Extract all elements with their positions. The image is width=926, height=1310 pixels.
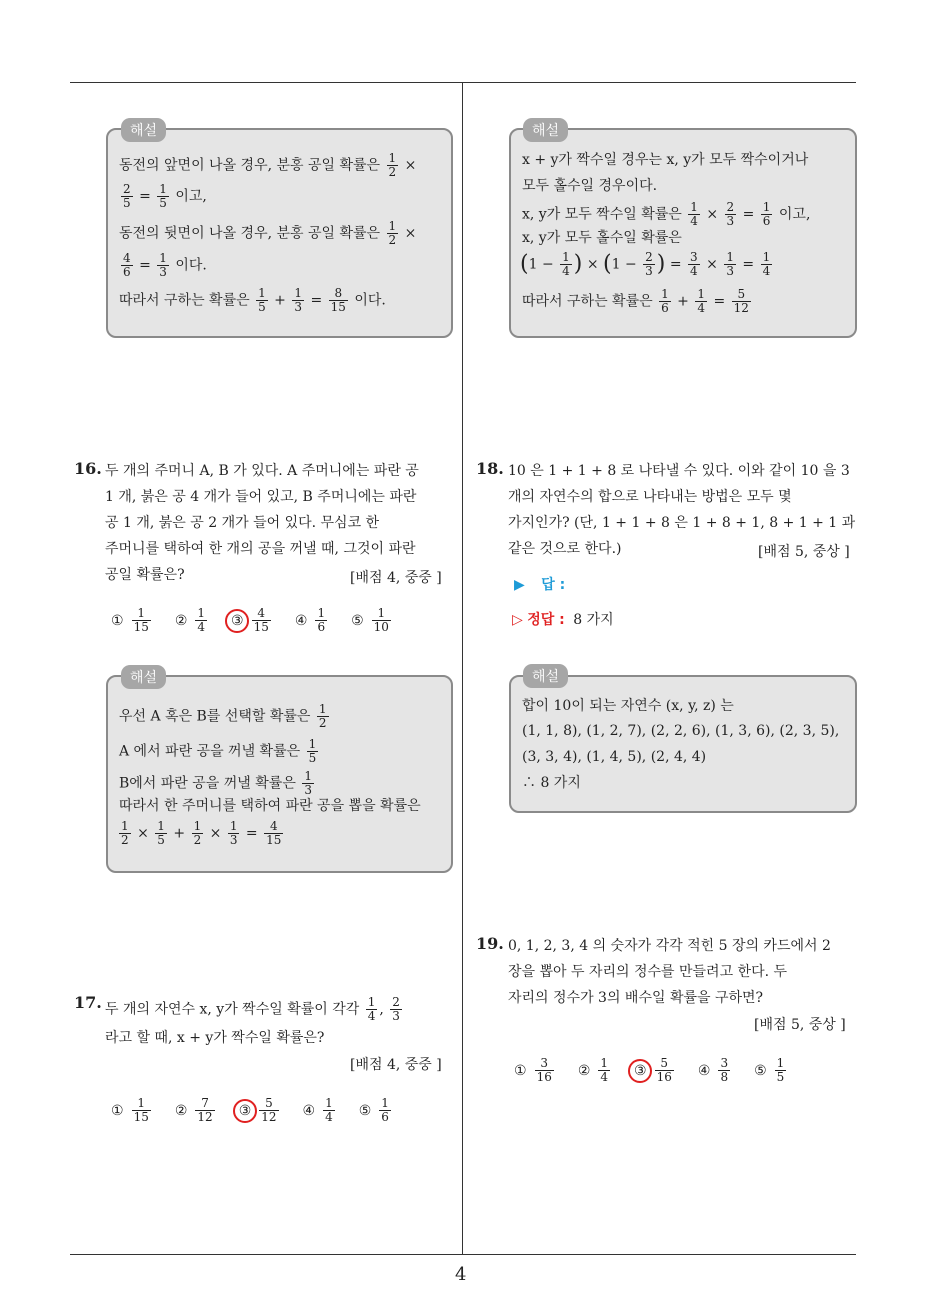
options-17	[111, 1097, 415, 1124]
solution-label: 해설	[121, 118, 166, 142]
solution-label: 해설	[523, 118, 568, 142]
question-text-18: 10 은 1 + 1 + 8 로 나타낼 수 있다. 이와 같이 10 을 3	[508, 463, 850, 479]
option-2[interactable]: ② $\frac{7}{12}$	[174, 1096, 213, 1124]
solution-line: $\frac{2}{5}$ = $\frac{1}{5}$ 이고,	[123, 182, 207, 210]
option-4[interactable]: ④ $\frac{1}{4}$	[302, 1096, 333, 1124]
answer-row	[514, 575, 565, 595]
question-text-16: 주머니를 택하여 한 개의 공을 꺼낼 때, 그것이 파란	[105, 541, 416, 557]
question-text-18: 같은 것으로 한다.)	[508, 541, 622, 557]
option-1[interactable]: ① $\frac{1}{15}$	[111, 606, 149, 634]
play-icon: ▶	[514, 577, 525, 593]
column-divider	[462, 83, 463, 1255]
solution-line: B에서 파란 공을 꺼낼 확률은 $\frac{1}{3}$	[119, 769, 312, 797]
correct-label: 정답 :	[527, 612, 565, 628]
solution-line: x, y가 모두 홀수일 확률은	[522, 230, 682, 246]
question-number-18: 18.	[476, 459, 504, 478]
correct-value: 8 가지	[573, 612, 614, 628]
solution-line: 동전의 앞면이 나올 경우, 분홍 공일 확률은 $\frac{1}{2}$ ×	[119, 151, 417, 179]
solution-line: ∴ 8 가지	[522, 775, 581, 791]
options-19	[514, 1057, 810, 1084]
question-text-19: 자리의 정수가 3의 배수일 확률을 구하면?	[508, 990, 764, 1006]
question-text-19: 0, 1, 2, 3, 4 의 숫자가 각각 적힌 5 장의 카드에서 2	[508, 938, 831, 954]
question-text-16: 두 개의 주머니 A, B 가 있다. A 주머니에는 파란 공	[105, 463, 419, 479]
solution-label: 해설	[523, 664, 568, 688]
question-meta-19: [배점 5, 중상 ]	[754, 1017, 846, 1033]
solution-line: 모두 홀수일 경우이다.	[522, 178, 658, 194]
solution-line: $\frac{4}{6}$ = $\frac{1}{3}$ 이다.	[123, 251, 207, 279]
question-text-18: 가지인가? (단, 1 + 1 + 8 은 1 + 8 + 1, 8 + 1 + 1 과	[508, 515, 856, 531]
solution-line: (1, 1, 8), (1, 2, 7), (2, 2, 6), (1, 3, 6), (2, 3, 5),	[522, 723, 840, 739]
solution-line: 우선 A 혹은 B를 선택할 확률은 $\frac{1}{2}$	[119, 702, 327, 730]
question-text-16: 공 1 개, 붉은 공 2 개가 들어 있다. 무심코 한	[105, 515, 380, 531]
page-number: 4	[455, 1264, 467, 1285]
question-text-16: 1 개, 붉은 공 4 개가 들어 있고, B 주머니에는 파란	[105, 489, 417, 505]
option-1[interactable]: ① $\frac{1}{15}$	[111, 1096, 149, 1124]
option-2[interactable]: ② $\frac{1}{4}$	[174, 606, 206, 634]
question-text-16: 공일 확률은?	[105, 567, 185, 583]
option-5[interactable]: ⑤ $\frac{1}{5}$	[754, 1056, 785, 1084]
solution-line: 동전의 뒷면이 나올 경우, 분홍 공일 확률은 $\frac{1}{2}$ ×	[119, 219, 417, 247]
option-3-selected[interactable]: ③ $\frac{5}{12}$	[239, 1097, 281, 1124]
correct-answer-row	[512, 610, 614, 630]
solution-line: x, y가 모두 짝수일 확률은 $\frac{1}{4}$ × $\frac{2}{3}$ = $\frac{1}{6}$ 이고,	[522, 200, 811, 228]
question-text-17: 라고 할 때, x + y가 짝수일 확률은?	[105, 1030, 325, 1046]
solution-line: (1 − $\frac{1}{4}$ ) × (1 − $\frac{2}{3}$ ) = $\frac{3}{4}$ × $\frac{1}{3}$ = $\frac{1}{4}$	[520, 250, 771, 278]
option-4[interactable]: ④ $\frac{1}{6}$	[294, 606, 326, 634]
question-text-17: 두 개의 자연수 x, y가 짝수일 확률이 각각 $\frac{1}{4}$ , $\frac{2}{3}$	[105, 995, 400, 1023]
answer-label: 답 :	[541, 577, 566, 593]
answer-circle	[225, 609, 249, 633]
option-5[interactable]: ⑤ $\frac{1}{6}$	[358, 1096, 389, 1124]
solution-line: $\frac{1}{2}$ × $\frac{1}{5}$ + $\frac{1}{2}$ × $\frac{1}{3}$ = $\frac{4}{15}$	[121, 819, 282, 847]
solution-line: 따라서 한 주머니를 택하여 파란 공을 뽑을 확률은	[119, 798, 421, 814]
option-4[interactable]: ④ $\frac{3}{8}$	[697, 1056, 729, 1084]
solution-line: x + y가 짝수일 경우는 x, y가 모두 짝수이거나	[522, 152, 809, 168]
question-number-19: 19.	[476, 934, 504, 953]
solution-line: 따라서 구하는 확률은 $\frac{1}{6}$ + $\frac{1}{4}$ = $\frac{5}{12}$	[522, 287, 749, 315]
solution-label: 해설	[121, 665, 166, 689]
outline-play-icon: ▷	[512, 612, 523, 628]
top-rule	[70, 82, 856, 83]
option-3-selected[interactable]: ③ $\frac{4}{15}$	[231, 607, 273, 634]
solution-line: (3, 3, 4), (1, 4, 5), (2, 4, 4)	[522, 749, 707, 765]
bottom-rule	[70, 1254, 856, 1255]
option-2[interactable]: ② $\frac{1}{4}$	[577, 1056, 609, 1084]
question-meta-17: [배점 4, 중중 ]	[350, 1057, 442, 1073]
solution-line: 합이 10이 되는 자연수 (x, y, z) 는	[522, 698, 734, 714]
answer-circle	[628, 1059, 652, 1083]
answer-circle	[233, 1099, 257, 1123]
option-5[interactable]: ⑤ $\frac{1}{10}$	[351, 606, 389, 634]
option-1[interactable]: ① $\frac{3}{16}$	[514, 1056, 552, 1084]
question-text-19: 장을 뽑아 두 자리의 정수를 만들려고 한다. 두	[508, 964, 788, 980]
question-text-18: 개의 자연수의 합으로 나타내는 방법은 모두 몇	[508, 489, 792, 505]
solution-line: A 에서 파란 공을 꺼낼 확률은 $\frac{1}{5}$	[119, 737, 317, 765]
question-meta-18: [배점 5, 중상 ]	[758, 544, 850, 560]
question-number-16: 16.	[74, 459, 102, 478]
question-meta-16: [배점 4, 중중 ]	[350, 570, 442, 586]
option-3-selected[interactable]: ③ $\frac{5}{16}$	[634, 1057, 676, 1084]
options-16	[111, 607, 415, 634]
question-number-17: 17.	[74, 993, 102, 1012]
solution-line: 따라서 구하는 확률은 $\frac{1}{5}$ + $\frac{1}{3}$ = $\frac{8}{15}$ 이다.	[119, 286, 386, 314]
